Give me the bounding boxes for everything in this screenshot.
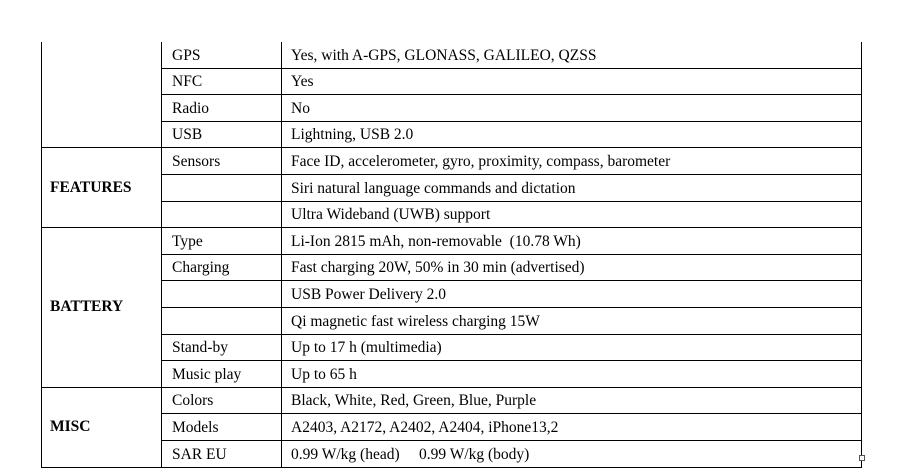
- spec-value: Lightning, USB 2.0: [291, 126, 414, 144]
- table-resize-handle[interactable]: [859, 455, 865, 461]
- spec-value: USB Power Delivery 2.0: [291, 285, 446, 303]
- spec-value: Face ID, accelerometer, gyro, proximity, compass, barometer: [291, 152, 671, 170]
- spec-label-cell: [162, 121, 282, 148]
- table-row: [42, 361, 862, 388]
- spec-label-cell: [162, 440, 282, 467]
- spec-label-cell: [162, 361, 282, 388]
- spec-value-cell: [282, 387, 862, 414]
- table-row: [42, 121, 862, 148]
- table-row: [42, 174, 862, 201]
- section-title: BATTERY: [42, 228, 162, 388]
- spec-label: Colors: [172, 392, 214, 410]
- spec-value: 0.99 W/kg (head) 0.99 W/kg (body): [291, 445, 530, 463]
- spec-value-cell: [282, 361, 862, 388]
- spec-value-cell: [282, 68, 862, 95]
- spec-value-cell: [282, 440, 862, 467]
- spec-label-cell: [162, 201, 282, 228]
- spec-value: Siri natural language commands and dictation: [291, 179, 576, 197]
- spec-label: Radio: [172, 99, 210, 117]
- spec-value-cell: [282, 254, 862, 281]
- section-title: [42, 42, 162, 148]
- spec-value-cell: [282, 148, 862, 175]
- spec-label: SAR EU: [172, 445, 227, 463]
- spec-label: Sensors: [172, 152, 221, 170]
- spec-value-cell: [282, 281, 862, 308]
- table-row: [42, 228, 862, 255]
- spec-label-cell: [162, 414, 282, 441]
- spec-value: Yes, with A-GPS, GLONASS, GALILEO, QZSS: [291, 46, 597, 64]
- spec-value-cell: [282, 95, 862, 122]
- table-row: [42, 307, 862, 334]
- section-title: MISC: [42, 387, 162, 467]
- spec-value: Ultra Wideband (UWB) support: [291, 206, 491, 224]
- spec-label-cell: [162, 307, 282, 334]
- spec-value-cell: [282, 121, 862, 148]
- section-title: FEATURES: [42, 148, 162, 228]
- spec-value: No: [291, 99, 310, 117]
- spec-label: Music play: [172, 365, 242, 383]
- spec-label: Type: [172, 232, 203, 250]
- spec-value: Fast charging 20W, 50% in 30 min (advertised): [291, 259, 585, 277]
- spec-value: Li-Ion 2815 mAh, non-removable (10.78 Wh): [291, 232, 581, 250]
- table-row: [42, 95, 862, 122]
- spec-value-cell: [282, 42, 862, 68]
- spec-table: [41, 42, 862, 468]
- spec-value: Up to 17 h (multimedia): [291, 339, 442, 357]
- spec-label: Charging: [172, 259, 230, 277]
- spec-value-cell: [282, 307, 862, 334]
- table-row: [42, 68, 862, 95]
- spec-label-cell: [162, 281, 282, 308]
- spec-value: A2403, A2172, A2402, A2404, iPhone13,2: [291, 418, 559, 436]
- spec-label: Models: [172, 418, 219, 436]
- table-row: [42, 414, 862, 441]
- spec-value-cell: [282, 201, 862, 228]
- spec-label-cell: [162, 174, 282, 201]
- spec-label-cell: [162, 387, 282, 414]
- table-row: [42, 440, 862, 467]
- spec-value-cell: [282, 334, 862, 361]
- spec-label: USB: [172, 126, 203, 144]
- spec-label: NFC: [172, 73, 203, 91]
- spec-label-cell: [162, 148, 282, 175]
- spec-label-cell: [162, 254, 282, 281]
- spec-label-cell: [162, 68, 282, 95]
- spec-value: Qi magnetic fast wireless charging 15W: [291, 312, 540, 330]
- spec-value: Up to 65 h: [291, 365, 357, 383]
- spec-label-cell: [162, 95, 282, 122]
- spec-value: Black, White, Red, Green, Blue, Purple: [291, 392, 537, 410]
- table-row: [42, 281, 862, 308]
- table-row: [42, 387, 862, 414]
- table-row: [42, 42, 862, 68]
- spec-label-cell: [162, 334, 282, 361]
- spec-label: GPS: [172, 46, 201, 64]
- table-row: [42, 201, 862, 228]
- spec-label: Stand-by: [172, 339, 228, 357]
- table-row: [42, 254, 862, 281]
- spec-value-cell: [282, 174, 862, 201]
- spec-value-cell: [282, 228, 862, 255]
- spec-label-cell: [162, 42, 282, 68]
- spec-value: Yes: [291, 73, 314, 91]
- table-row: [42, 148, 862, 175]
- table-row: [42, 334, 862, 361]
- spec-label-cell: [162, 228, 282, 255]
- spec-table-body: [42, 42, 862, 467]
- spec-value-cell: [282, 414, 862, 441]
